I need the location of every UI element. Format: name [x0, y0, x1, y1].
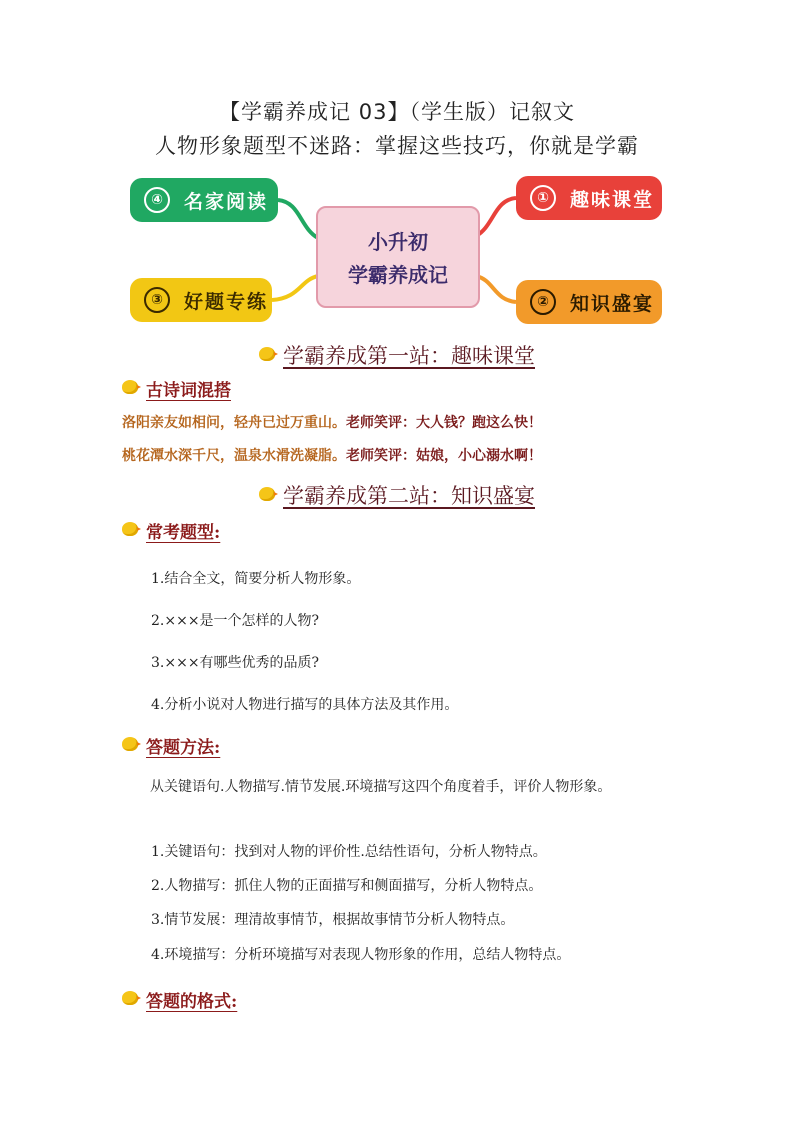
connector-orange [476, 276, 516, 302]
section-label: 常考题型: [146, 523, 221, 543]
mindmap-node-famous-reading [130, 178, 278, 222]
circled-number: ② [530, 289, 556, 315]
poem-line [122, 445, 542, 465]
section-answer-methods [122, 733, 220, 758]
section-label: 古诗词混搭 [146, 381, 231, 401]
node-label: 趣味课堂 [570, 188, 655, 211]
circled-number: ④ [144, 187, 170, 213]
mindmap-center [316, 206, 480, 308]
station-label: 学霸养成第二站：知识盛宴 [283, 484, 535, 508]
teacher-comment: 老师笑评：大人钱？跑这么快！ [346, 415, 542, 431]
list-item: 2.×××是一个怎样的人物? [151, 613, 320, 629]
center-line1: 小升初 [368, 230, 428, 254]
connector-green [278, 200, 318, 238]
section-label: 答题方法: [146, 738, 221, 758]
station-two-heading [0, 480, 794, 510]
mind-map [0, 168, 794, 338]
section-answer-format [122, 987, 237, 1012]
station-label: 学霸养成第一站：趣味课堂 [283, 344, 535, 368]
chick-icon [122, 522, 138, 536]
connector-yellow [272, 276, 318, 300]
list-item: 1.结合全文，简要分析人物形象。 [151, 571, 361, 587]
list-item: 3.×××有哪些优秀的品质? [151, 655, 320, 671]
poem-text: 桃花潭水深千尺，温泉水滑洗凝脂。 [122, 448, 346, 464]
poem-line [122, 412, 542, 432]
list-item: 1.关键语句：找到对人物的评价性.总结性语句，分析人物特点。 [151, 844, 547, 860]
list-item: 2.人物描写：抓住人物的正面描写和侧面描写，分析人物特点。 [151, 878, 543, 894]
connector-red [476, 198, 516, 236]
mindmap-node-knowledge [516, 280, 662, 324]
mindmap-node-practice [130, 278, 272, 322]
node-label: 名家阅读 [184, 190, 269, 213]
page-subtitle: 人物形象题型不迷路：掌握这些技巧，你就是学霸 [155, 134, 639, 158]
chick-icon [259, 347, 275, 361]
center-line2: 学霸养成记 [348, 263, 448, 287]
circled-number: ① [530, 185, 556, 211]
section-label: 答题的格式: [146, 992, 238, 1012]
teacher-comment: 老师笑评：姑娘，小心溺水啊！ [346, 448, 542, 464]
chick-icon [259, 487, 275, 501]
node-label: 好题专练 [184, 290, 269, 313]
methods-intro: 从关键语句.人物描写.情节发展.环境描写这四个角度着手，评价人物形象。 [150, 779, 612, 795]
chick-icon [122, 737, 138, 751]
page-title: 【学霸养成记 03】（学生版）记叙文 [219, 100, 575, 124]
mindmap-node-fun-class [516, 176, 662, 220]
poem-text: 洛阳亲友如相问，轻舟已过万重山。 [122, 415, 346, 431]
list-item: 4.环境描写：分析环境描写对表现人物形象的作用，总结人物特点。 [151, 947, 571, 963]
circled-number: ③ [144, 287, 170, 313]
section-question-types [122, 518, 220, 543]
chick-icon [122, 380, 138, 394]
section-poem-mix [122, 376, 231, 401]
list-item: 3.情节发展：理清故事情节，根据故事情节分析人物特点。 [151, 912, 515, 928]
chick-icon [122, 991, 138, 1005]
list-item: 4.分析小说对人物进行描写的具体方法及其作用。 [151, 697, 459, 713]
station-one-heading [0, 340, 794, 370]
node-label: 知识盛宴 [570, 292, 655, 315]
